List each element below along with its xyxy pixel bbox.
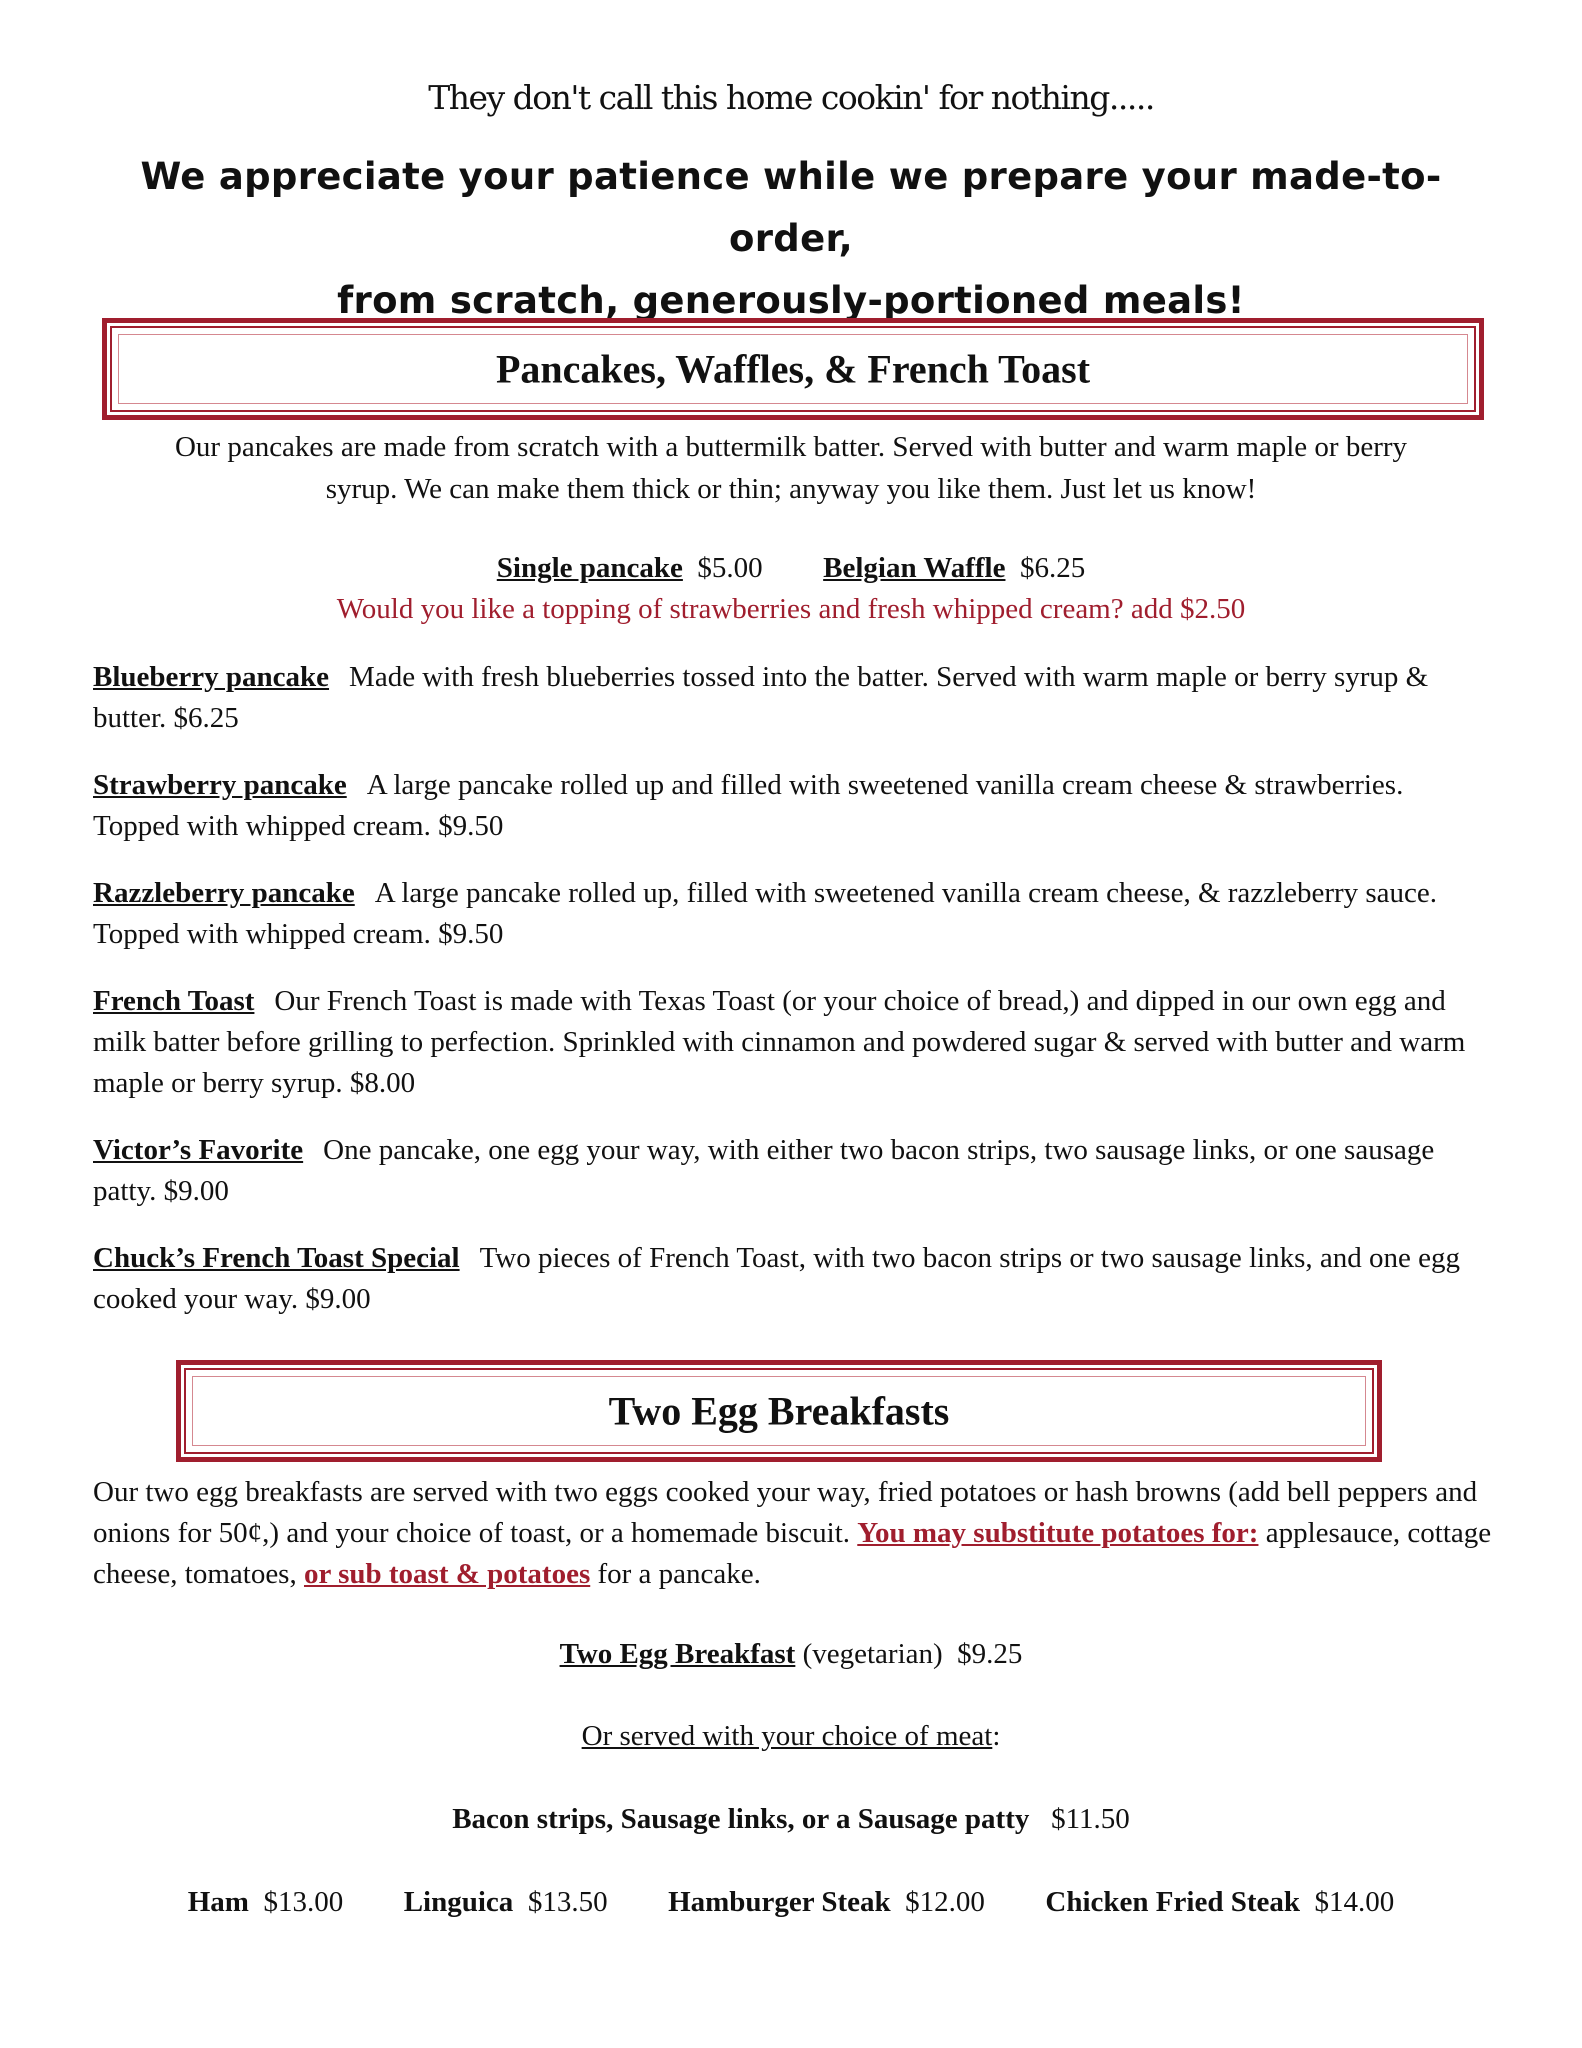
meat-name: Chicken Fried Steak <box>1045 1886 1300 1918</box>
meat-price: $12.00 <box>905 1886 985 1918</box>
menu-item-name: Victor’s Favorite <box>93 1134 304 1166</box>
meat-price: $13.50 <box>527 1886 608 1918</box>
section-header-two-egg <box>176 1360 1382 1462</box>
menu-item-desc: Our French Toast is made with Texas Toast (or your choice of bread,) and dipped in our own egg and milk batter before grilling to perfection. Sprinkled with cinnamon and powdered sugar & served with butter and warm maple or berry syrup. $8.00 <box>93 985 1466 1099</box>
menu-item <box>93 657 1493 739</box>
single-items-line <box>0 552 1582 585</box>
meat-name: Linguica <box>403 1886 514 1918</box>
menu-item-name: Blueberry pancake <box>93 661 330 693</box>
meat-name: Ham <box>187 1886 249 1918</box>
meat-choice-heading: Or served with your choice of meat: <box>581 1720 1001 1752</box>
vegetarian-note: (vegetarian) <box>802 1638 943 1670</box>
menu-item-name: French Toast <box>93 985 255 1017</box>
sub-toast-potatoes-note: or sub toast & potatoes <box>303 1558 591 1590</box>
meat-options-price: $11.50 <box>1051 1803 1130 1835</box>
belgian-waffle-price: $6.25 <box>1019 552 1086 584</box>
section-header-pancakes <box>102 318 1484 420</box>
tagline: They don't call this home cookin' for nothing..... <box>428 78 1154 117</box>
menu-item-name: Razzleberry pancake <box>93 877 355 909</box>
single-pancake-name: Single pancake <box>496 552 683 584</box>
single-pancake-price: $5.00 <box>697 552 763 584</box>
menu-item <box>93 1130 1493 1212</box>
menu-item-desc: Two pieces of French Toast, with two bacon strips or two sausage links, and one egg cooked your way. $9.00 <box>93 1242 1461 1315</box>
menu-item-desc: A large pancake rolled up and filled with sweetened vanilla cream cheese & strawberries. Topped with whipped cream. $9.50 <box>93 769 1404 842</box>
menu-item <box>93 873 1493 955</box>
pancakes-intro: Our pancakes are made from scratch with a buttermilk batter. Served with butter and warm maple or berry syrup. We can make them thick or thin; anyway you like them. Just let us know! <box>174 431 1408 505</box>
vegetarian-breakfast-line <box>0 1638 1582 1671</box>
belgian-waffle-name: Belgian Waffle <box>823 552 1006 584</box>
menu-item-desc: One pancake, one egg your way, with either two bacon strips, two sausage links, or one sausage patty. $9.00 <box>93 1134 1435 1207</box>
patience-message-line-2: from scratch, generously-portioned meals! <box>337 279 1245 322</box>
patience-message-line-1: We appreciate your patience while we prepare your made-to-order, <box>140 155 1442 260</box>
meat-options: Bacon strips, Sausage links, or a Sausage patty <box>452 1803 1030 1835</box>
menu-item <box>93 765 1493 847</box>
menu-item-name: Strawberry pancake <box>93 769 347 801</box>
meat-price: $14.00 <box>1314 1886 1395 1918</box>
menu-item <box>93 1238 1493 1320</box>
section-title-pancakes: Pancakes, Waffles, & French Toast <box>495 346 1091 392</box>
meat-name: Hamburger Steak <box>668 1886 891 1918</box>
menu-item <box>93 981 1493 1104</box>
menu-item-name: Chuck’s French Toast Special <box>93 1242 460 1274</box>
topping-offer: Would you like a topping of strawberries and fresh whipped cream? add $2.50 <box>336 593 1246 625</box>
substitute-potatoes-note: You may substitute potatoes for: <box>857 1517 1259 1549</box>
patience-message <box>80 146 1502 332</box>
section-title-two-egg: Two Egg Breakfasts <box>608 1388 950 1434</box>
premium-meats-line <box>0 1886 1582 1919</box>
meat-options-line <box>0 1803 1582 1836</box>
menu-item-desc: A large pancake rolled up, filled with sweetened vanilla cream cheese, & razzleberry sauce. Topped with whipped cream. $9.50 <box>93 877 1438 950</box>
vegetarian-price: $9.25 <box>957 1638 1023 1670</box>
two-egg-intro: Our two egg breakfasts are served with two eggs cooked your way, fried potatoes or hash browns (add bell peppers and onions for 50¢,) and your choice of toast, or a homemade biscuit. You may substitute potatoes for: applesauce, cottage cheese, tomatoes, or sub toast & potatoes for a pancake. <box>93 1476 1492 1590</box>
meat-price: $13.00 <box>263 1886 344 1918</box>
menu-item-desc: Made with fresh blueberries tossed into the batter. Served with warm maple or berry syrup & butter. $6.25 <box>93 661 1429 734</box>
two-egg-breakfast-name: Two Egg Breakfast <box>559 1638 796 1670</box>
